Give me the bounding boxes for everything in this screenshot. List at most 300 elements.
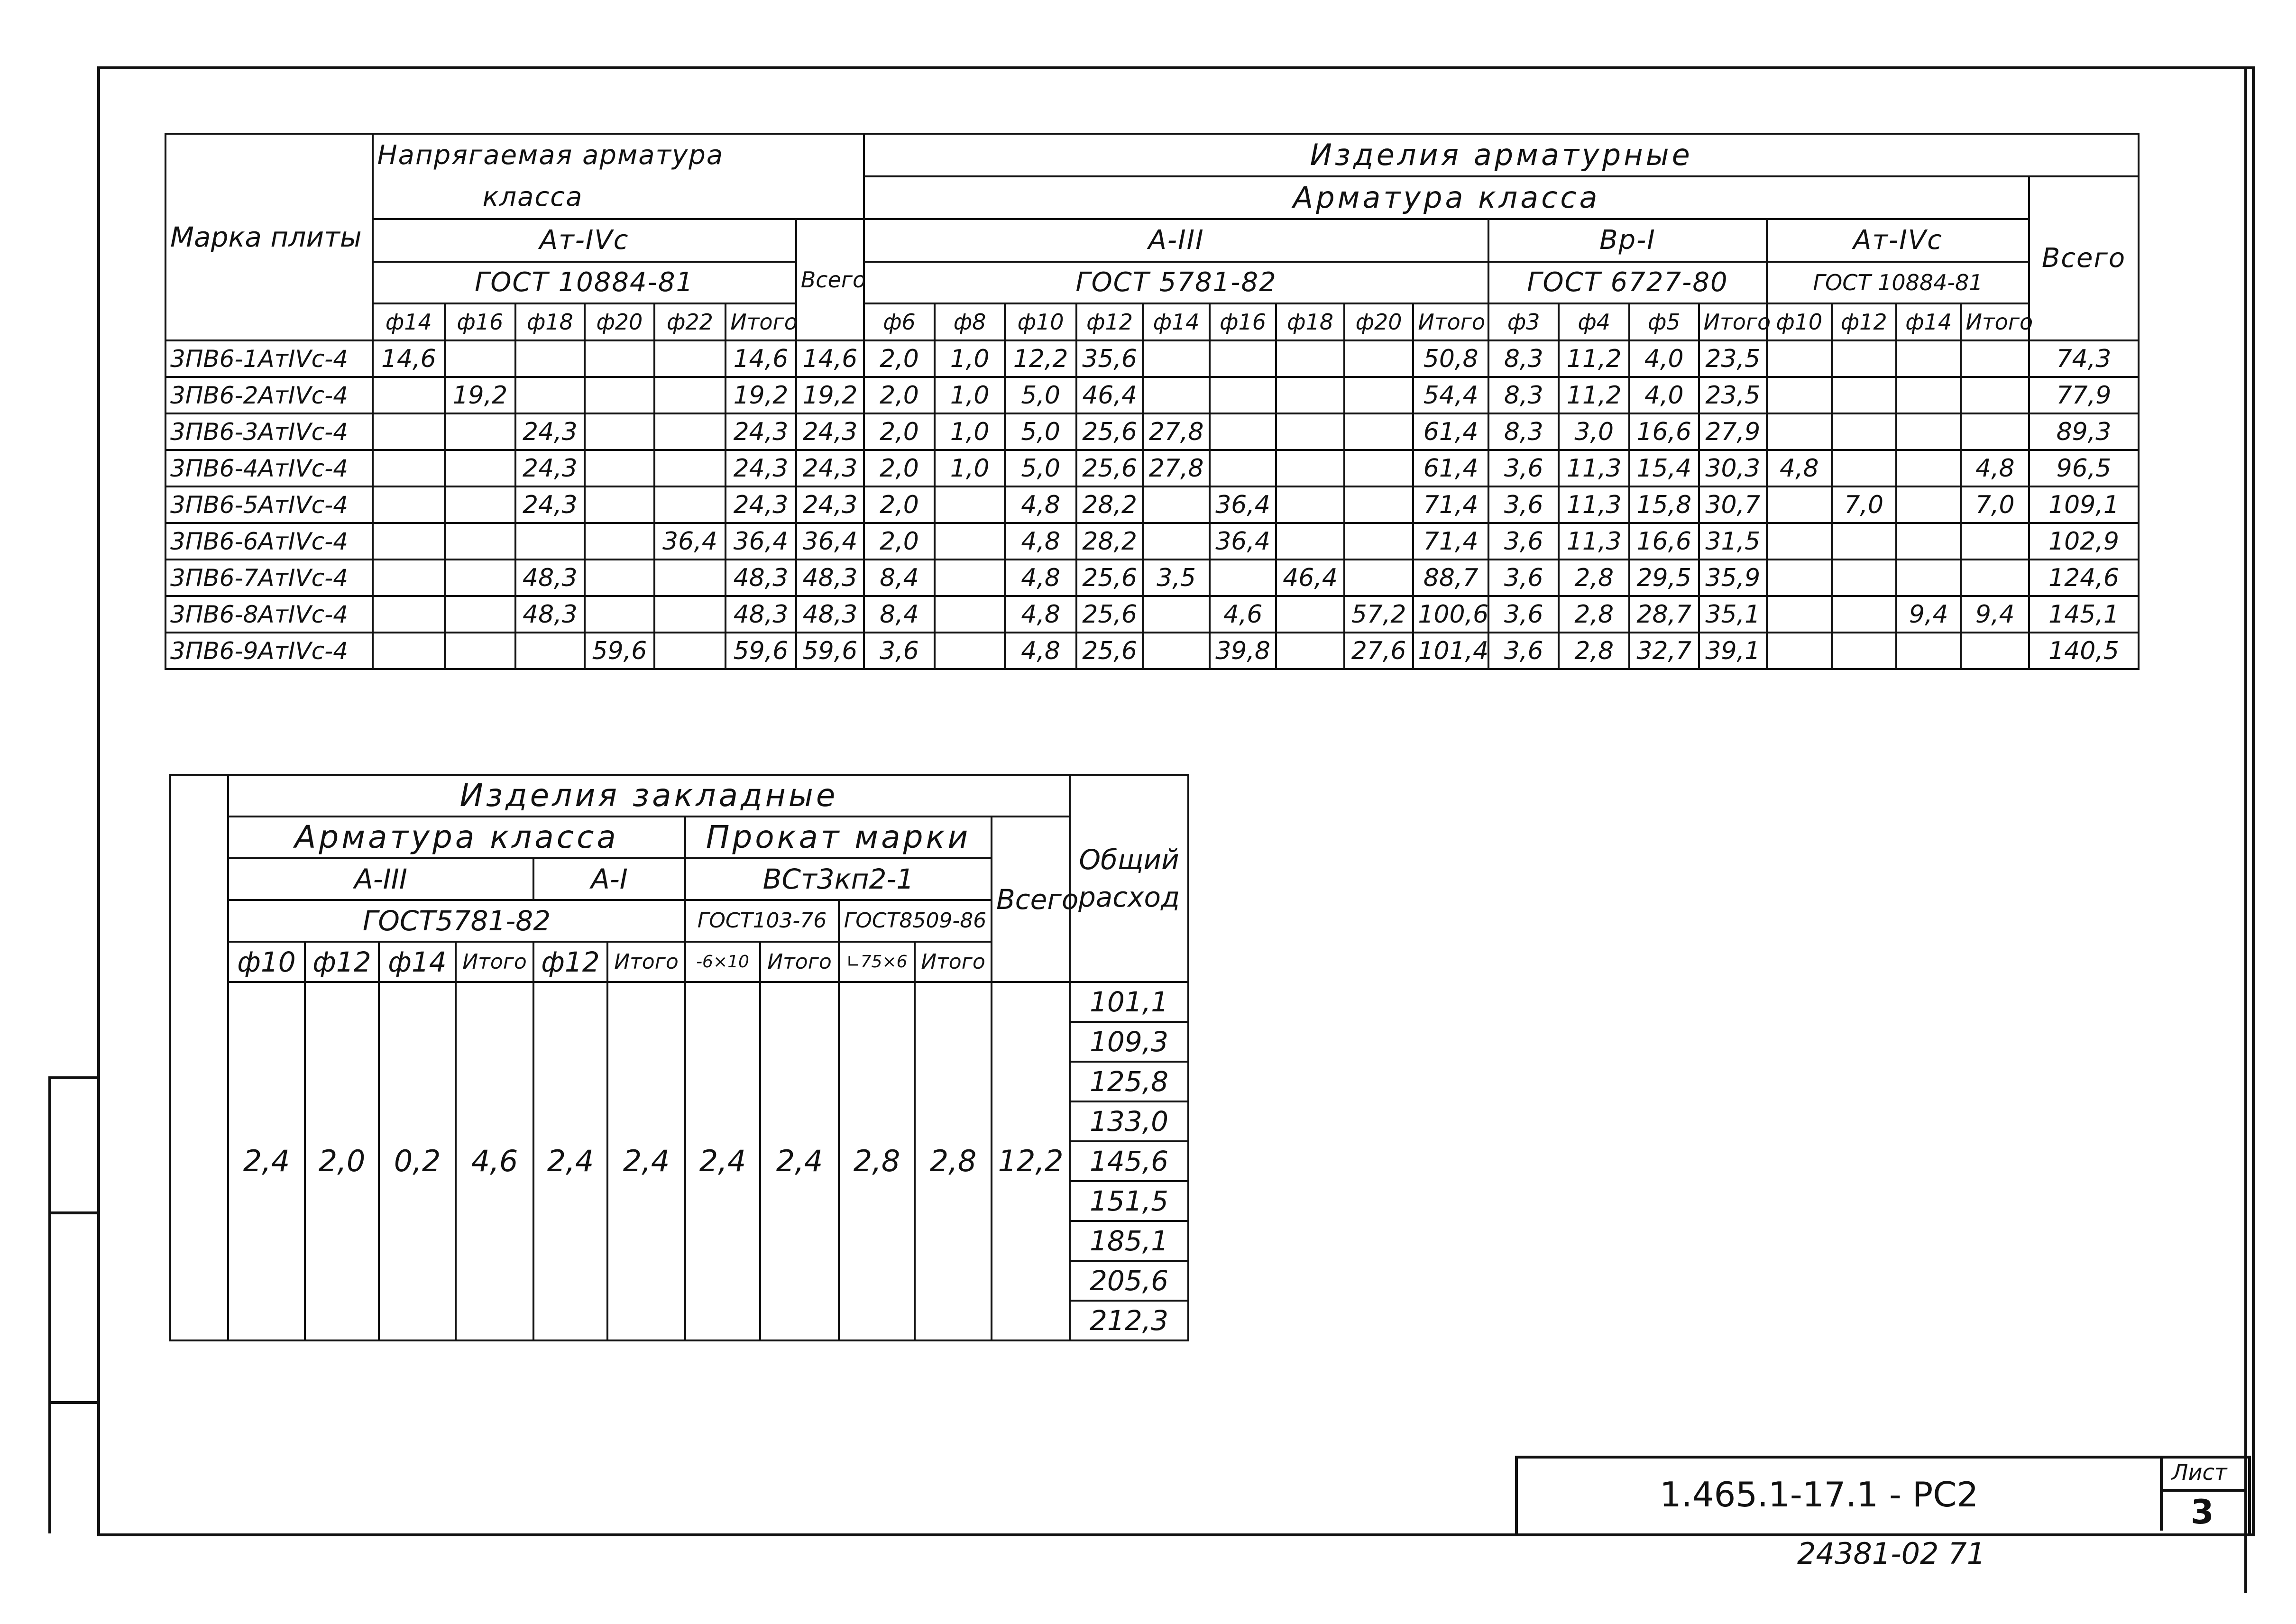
table-cell: 5,0 bbox=[1005, 377, 1076, 413]
table-cell bbox=[515, 340, 585, 377]
table-cell: 24,3 bbox=[726, 450, 796, 486]
row-grand-total: 102,9 bbox=[2029, 523, 2139, 560]
table-cell bbox=[1210, 340, 1277, 377]
table-cell: 14,6 bbox=[373, 340, 445, 377]
table-cell: 27,8 bbox=[1143, 450, 1210, 486]
header-bp1: Вр-I bbox=[1488, 219, 1767, 262]
table-cell bbox=[585, 596, 654, 633]
table-cell bbox=[654, 560, 726, 596]
overall-value: 125,8 bbox=[1071, 1063, 1187, 1102]
table-cell: 3,6 bbox=[1488, 486, 1559, 523]
table-cell bbox=[1344, 377, 1414, 413]
table-cell: 15,4 bbox=[1629, 450, 1699, 486]
table-cell bbox=[935, 633, 1005, 669]
table-cell: 8,3 bbox=[1488, 377, 1559, 413]
value-cell: 2,4 bbox=[607, 982, 685, 1340]
table-row bbox=[165, 596, 2139, 633]
table-cell: 8,3 bbox=[1488, 340, 1559, 377]
row-grand-total: 96,5 bbox=[2029, 450, 2139, 486]
column-header-diameter: ф22 bbox=[654, 303, 726, 340]
table-cell bbox=[585, 450, 654, 486]
table-cell: 100,6 bbox=[1413, 596, 1488, 633]
column-header-diameter: ф12 bbox=[305, 942, 379, 982]
blank-cell bbox=[170, 775, 228, 1340]
table-cell: 4,8 bbox=[1005, 596, 1076, 633]
overall-label-2: расход bbox=[1078, 881, 1180, 913]
table-cell bbox=[1832, 377, 1896, 413]
table-cell bbox=[1210, 560, 1277, 596]
table-cell bbox=[654, 633, 726, 669]
table-cell bbox=[1344, 560, 1414, 596]
table-cell: 3,6 bbox=[1488, 523, 1559, 560]
trim-line-right bbox=[2244, 66, 2247, 1593]
table-cell bbox=[373, 486, 445, 523]
value-cell: 2,4 bbox=[685, 982, 760, 1340]
binding-strip bbox=[48, 1076, 51, 1533]
overall-value: 109,3 bbox=[1071, 1023, 1187, 1063]
column-header-diameter: ф12 bbox=[533, 942, 607, 982]
table-cell bbox=[1767, 523, 1831, 560]
table-cell: 24,3 bbox=[515, 413, 585, 450]
table-cell: 59,6 bbox=[585, 633, 654, 669]
table-cell: 11,3 bbox=[1559, 486, 1629, 523]
row-grand-total: 77,9 bbox=[2029, 377, 2139, 413]
value-cell: 2,4 bbox=[760, 982, 839, 1340]
table-cell: 29,5 bbox=[1629, 560, 1699, 596]
overall-value: 151,5 bbox=[1071, 1182, 1187, 1222]
table-cell: 3,6 bbox=[864, 633, 935, 669]
table-cell bbox=[585, 486, 654, 523]
table-cell bbox=[445, 596, 515, 633]
table-cell: 11,2 bbox=[1559, 377, 1629, 413]
overall-value: 185,1 bbox=[1071, 1222, 1187, 1262]
sheet-number: 3 bbox=[2191, 1493, 2214, 1532]
table-cell bbox=[1143, 633, 1210, 669]
value-cell: 2,0 bbox=[305, 982, 379, 1340]
overall-value: 133,0 bbox=[1071, 1102, 1187, 1142]
table-cell bbox=[1344, 413, 1414, 450]
column-header-diameter: ф4 bbox=[1559, 303, 1629, 340]
column-header-diameter: ф10 bbox=[228, 942, 305, 982]
column-header-subtotal: Итого bbox=[726, 303, 796, 340]
table-cell bbox=[1344, 486, 1414, 523]
table-cell: 35,9 bbox=[1699, 560, 1767, 596]
column-header-diameter: ф18 bbox=[1276, 303, 1344, 340]
column-header-prestressed-total: Всего bbox=[796, 219, 864, 340]
table-cell bbox=[1276, 377, 1344, 413]
table-cell: 101,4 bbox=[1413, 633, 1488, 669]
table-cell: 9,4 bbox=[1896, 596, 1961, 633]
row-mark: 3ПВ6-9АтIVс-4 bbox=[165, 633, 373, 669]
table-cell bbox=[1276, 340, 1344, 377]
table-cell: 48,3 bbox=[515, 596, 585, 633]
table-cell: 46,4 bbox=[1276, 560, 1344, 596]
table-cell bbox=[445, 413, 515, 450]
table-cell: 2,0 bbox=[864, 340, 935, 377]
header-a1: А-I bbox=[533, 858, 685, 900]
table-cell bbox=[1896, 486, 1961, 523]
row-grand-total: 89,3 bbox=[2029, 413, 2139, 450]
table-cell: 4,8 bbox=[1961, 450, 2029, 486]
table-row bbox=[165, 413, 2139, 450]
column-header-diameter: ф20 bbox=[1344, 303, 1414, 340]
table-cell: 32,7 bbox=[1629, 633, 1699, 669]
table-cell bbox=[1143, 523, 1210, 560]
value-cell: 2,8 bbox=[839, 982, 915, 1340]
table-cell bbox=[1767, 596, 1831, 633]
table-cell: 3,0 bbox=[1559, 413, 1629, 450]
table-cell: 28,2 bbox=[1076, 486, 1143, 523]
table-cell: 2,0 bbox=[864, 413, 935, 450]
table-cell bbox=[1896, 377, 1961, 413]
reinforcement-table bbox=[165, 133, 2140, 670]
table-cell bbox=[1832, 560, 1896, 596]
table-cell bbox=[1276, 486, 1344, 523]
column-header-diameter: ф18 bbox=[515, 303, 585, 340]
table-cell: 7,0 bbox=[1832, 486, 1896, 523]
header-embedded-products: Изделия закладные bbox=[228, 775, 1070, 817]
header-gost-5781: ГОСТ5781-82 bbox=[228, 900, 685, 942]
column-header-diameter: ф16 bbox=[445, 303, 515, 340]
table-cell: 39,8 bbox=[1210, 633, 1277, 669]
header-prestressed: Напрягаемая арматура bbox=[373, 134, 864, 176]
archive-number: 24381-02 71 bbox=[1797, 1536, 1986, 1571]
table-cell: 2,8 bbox=[1559, 633, 1629, 669]
row-prestressed-total: 14,6 bbox=[796, 340, 864, 377]
table-cell bbox=[1896, 560, 1961, 596]
column-header-strip: -6×10 bbox=[685, 942, 760, 982]
column-header-diameter: ф12 bbox=[1832, 303, 1896, 340]
table-cell: 1,0 bbox=[935, 340, 1005, 377]
table-cell: 4,0 bbox=[1629, 340, 1699, 377]
table-cell: 25,6 bbox=[1076, 633, 1143, 669]
value-cell: 2,4 bbox=[228, 982, 305, 1340]
table-cell: 24,3 bbox=[515, 450, 585, 486]
header-products: Изделия арматурные bbox=[864, 134, 2139, 176]
table-cell bbox=[515, 377, 585, 413]
embedded-parts-table bbox=[169, 774, 1189, 1341]
column-header-diameter: ф12 bbox=[1076, 303, 1143, 340]
table-cell: 25,6 bbox=[1076, 413, 1143, 450]
table-cell: 57,2 bbox=[1344, 596, 1414, 633]
column-header-subtotal: Итого bbox=[456, 942, 533, 982]
table-cell bbox=[445, 486, 515, 523]
table-cell: 4,8 bbox=[1005, 560, 1076, 596]
table-row bbox=[165, 450, 2139, 486]
value-cell: 2,4 bbox=[533, 982, 607, 1340]
table-cell bbox=[1832, 633, 1896, 669]
table-cell bbox=[935, 596, 1005, 633]
table-cell: 28,7 bbox=[1629, 596, 1699, 633]
table-cell bbox=[1896, 523, 1961, 560]
table-cell: 3,6 bbox=[1488, 560, 1559, 596]
column-header-subtotal: Итого bbox=[1413, 303, 1488, 340]
table-cell: 24,3 bbox=[726, 413, 796, 450]
row-mark: 3ПВ6-5АтIVс-4 bbox=[165, 486, 373, 523]
table-cell bbox=[515, 633, 585, 669]
row-grand-total: 140,5 bbox=[2029, 633, 2139, 669]
table-cell bbox=[1767, 486, 1831, 523]
table-cell: 35,1 bbox=[1699, 596, 1767, 633]
table-cell bbox=[1143, 596, 1210, 633]
table-cell bbox=[1210, 450, 1277, 486]
table-cell: 24,3 bbox=[726, 486, 796, 523]
table-cell: 2,0 bbox=[864, 450, 935, 486]
table-cell: 3,5 bbox=[1143, 560, 1210, 596]
table-cell: 2,0 bbox=[864, 486, 935, 523]
row-grand-total: 109,1 bbox=[2029, 486, 2139, 523]
table-cell bbox=[1961, 413, 2029, 450]
table-cell bbox=[373, 633, 445, 669]
table-cell: 2,0 bbox=[864, 377, 935, 413]
table-cell bbox=[585, 377, 654, 413]
overall-value: 145,6 bbox=[1071, 1142, 1187, 1182]
table-cell bbox=[515, 523, 585, 560]
table-cell: 23,5 bbox=[1699, 340, 1767, 377]
row-mark: 3ПВ6-8АтIVс-4 bbox=[165, 596, 373, 633]
table-cell: 48,3 bbox=[726, 596, 796, 633]
table-cell: 59,6 bbox=[726, 633, 796, 669]
column-header-subtotal: Итого bbox=[607, 942, 685, 982]
title-block-divider bbox=[2160, 1489, 2245, 1492]
binding-strip-line bbox=[48, 1076, 99, 1079]
table-cell bbox=[373, 413, 445, 450]
header-steel-grade: ВСт3кп2-1 bbox=[685, 858, 992, 900]
column-header-diameter: ф5 bbox=[1629, 303, 1699, 340]
column-header-angle: ∟75×6 bbox=[839, 942, 915, 982]
column-header-total: Всего bbox=[992, 817, 1070, 982]
table-row bbox=[165, 340, 2139, 377]
table-cell bbox=[585, 413, 654, 450]
column-header-mark: Марка плиты bbox=[165, 134, 373, 340]
table-cell bbox=[1832, 450, 1896, 486]
value-cell: 2,8 bbox=[915, 982, 992, 1340]
row-prestressed-total: 24,3 bbox=[796, 450, 864, 486]
table-cell: 25,6 bbox=[1076, 596, 1143, 633]
table-cell: 8,4 bbox=[864, 560, 935, 596]
table-cell bbox=[445, 523, 515, 560]
overall-value: 212,3 bbox=[1090, 1304, 1169, 1337]
table-cell bbox=[373, 523, 445, 560]
header-a3: А-III bbox=[228, 858, 533, 900]
table-cell bbox=[445, 450, 515, 486]
table-cell bbox=[1896, 413, 1961, 450]
table-cell: 31,5 bbox=[1699, 523, 1767, 560]
column-header-diameter: ф10 bbox=[1005, 303, 1076, 340]
value-cell: 4,6 bbox=[456, 982, 533, 1340]
row-mark: 3ПВ6-6АтIVс-4 bbox=[165, 523, 373, 560]
overall-value: 205,6 bbox=[1071, 1262, 1187, 1302]
table-cell bbox=[373, 560, 445, 596]
table-cell bbox=[1832, 413, 1896, 450]
table-cell bbox=[1961, 377, 2029, 413]
table-cell bbox=[1896, 340, 1961, 377]
table-cell: 7,0 bbox=[1961, 486, 2029, 523]
table-cell bbox=[935, 486, 1005, 523]
table-cell bbox=[585, 560, 654, 596]
table-cell: 12,2 bbox=[1005, 340, 1076, 377]
table-cell: 11,3 bbox=[1559, 450, 1629, 486]
table-cell: 35,6 bbox=[1076, 340, 1143, 377]
table-cell bbox=[1143, 377, 1210, 413]
table-cell bbox=[1832, 523, 1896, 560]
table-cell bbox=[1832, 340, 1896, 377]
column-header-diameter: ф20 bbox=[585, 303, 654, 340]
table-cell bbox=[1767, 633, 1831, 669]
table-cell: 71,4 bbox=[1413, 486, 1488, 523]
table-cell: 24,3 bbox=[515, 486, 585, 523]
table-cell bbox=[1961, 340, 2029, 377]
table-cell bbox=[585, 523, 654, 560]
header-a3: А-III bbox=[864, 219, 1488, 262]
column-header-subtotal: Итого bbox=[915, 942, 992, 982]
table-cell bbox=[935, 560, 1005, 596]
table-cell bbox=[445, 633, 515, 669]
table-cell bbox=[373, 596, 445, 633]
header-rolled-steel: Прокат марки bbox=[685, 817, 992, 858]
table-cell: 71,4 bbox=[1413, 523, 1488, 560]
table-cell: 5,0 bbox=[1005, 413, 1076, 450]
header-gost-5781: ГОСТ 5781-82 bbox=[864, 262, 1488, 303]
table-cell bbox=[654, 596, 726, 633]
column-header-diameter: ф14 bbox=[379, 942, 456, 982]
row-mark: 3ПВ6-4АтIVс-4 bbox=[165, 450, 373, 486]
table-cell: 4,0 bbox=[1629, 377, 1699, 413]
table-cell: 28,2 bbox=[1076, 523, 1143, 560]
table-cell: 1,0 bbox=[935, 413, 1005, 450]
row-prestressed-total: 48,3 bbox=[796, 596, 864, 633]
table-cell: 3,6 bbox=[1488, 450, 1559, 486]
header-prestressed-class-word: класса bbox=[373, 176, 864, 219]
table-cell bbox=[1143, 340, 1210, 377]
overall-values-list bbox=[1071, 983, 1187, 1340]
title-block-divider bbox=[2160, 1456, 2163, 1531]
table-cell bbox=[1210, 413, 1277, 450]
table-cell bbox=[654, 413, 726, 450]
table-cell bbox=[1896, 633, 1961, 669]
column-header-diameter: ф8 bbox=[935, 303, 1005, 340]
table-cell: 16,6 bbox=[1629, 413, 1699, 450]
row-mark: 3ПВ6-2АтIVс-4 bbox=[165, 377, 373, 413]
value-cell: 0,2 bbox=[379, 982, 456, 1340]
column-header-diameter: ф3 bbox=[1488, 303, 1559, 340]
table-cell: 4,8 bbox=[1005, 523, 1076, 560]
table-cell: 3,6 bbox=[1488, 596, 1559, 633]
table-cell bbox=[1344, 340, 1414, 377]
column-header-diameter: ф14 bbox=[1896, 303, 1961, 340]
row-prestressed-total: 24,3 bbox=[796, 413, 864, 450]
table-cell: 2,8 bbox=[1559, 560, 1629, 596]
column-header-diameter: ф16 bbox=[1210, 303, 1277, 340]
table-cell: 2,8 bbox=[1559, 596, 1629, 633]
overall-label-1: Общий bbox=[1079, 844, 1179, 876]
table-cell bbox=[935, 523, 1005, 560]
table-cell: 46,4 bbox=[1076, 377, 1143, 413]
column-header-diameter: ф10 bbox=[1767, 303, 1831, 340]
table-cell: 2,0 bbox=[864, 523, 935, 560]
table-cell: 14,6 bbox=[726, 340, 796, 377]
table-cell: 19,2 bbox=[726, 377, 796, 413]
table-cell: 8,4 bbox=[864, 596, 935, 633]
table-row bbox=[165, 377, 2139, 413]
column-header-subtotal: Итого bbox=[760, 942, 839, 982]
table-cell: 16,6 bbox=[1629, 523, 1699, 560]
table-cell bbox=[1767, 377, 1831, 413]
row-grand-total: 145,1 bbox=[2029, 596, 2139, 633]
table-cell: 54,4 bbox=[1413, 377, 1488, 413]
header-gost-6727: ГОСТ 6727-80 bbox=[1488, 262, 1767, 303]
table-cell bbox=[654, 377, 726, 413]
row-mark: 3ПВ6-3АтIVс-4 bbox=[165, 413, 373, 450]
table-cell: 1,0 bbox=[935, 450, 1005, 486]
table-cell bbox=[1276, 523, 1344, 560]
table-cell bbox=[373, 377, 445, 413]
column-header-diameter: ф14 bbox=[1143, 303, 1210, 340]
header-rebar-class: Арматура класса bbox=[228, 817, 685, 858]
column-header-diameter: ф14 bbox=[373, 303, 445, 340]
table-cell: 30,7 bbox=[1699, 486, 1767, 523]
row-prestressed-total: 19,2 bbox=[796, 377, 864, 413]
table-cell bbox=[1344, 450, 1414, 486]
column-header-diameter: ф6 bbox=[864, 303, 935, 340]
table-cell: 11,2 bbox=[1559, 340, 1629, 377]
table-cell: 36,4 bbox=[1210, 523, 1277, 560]
table-cell bbox=[445, 560, 515, 596]
row-grand-total: 74,3 bbox=[2029, 340, 2139, 377]
header-gost-10884-at: ГОСТ 10884-81 bbox=[1767, 262, 2029, 303]
header-at4c: Ат-IVc bbox=[1767, 219, 2029, 262]
binding-strip-line bbox=[48, 1211, 99, 1214]
table-cell bbox=[1276, 450, 1344, 486]
table-cell: 36,4 bbox=[1210, 486, 1277, 523]
table-cell bbox=[1961, 560, 2029, 596]
table-cell: 4,6 bbox=[1210, 596, 1277, 633]
total-value-cell: 12,2 bbox=[992, 982, 1070, 1340]
row-prestressed-total: 24,3 bbox=[796, 486, 864, 523]
row-mark: 3ПВ6-7АтIVс-4 bbox=[165, 560, 373, 596]
table-cell: 39,1 bbox=[1699, 633, 1767, 669]
table-cell bbox=[1276, 596, 1344, 633]
table-cell: 27,9 bbox=[1699, 413, 1767, 450]
table-cell: 50,8 bbox=[1413, 340, 1488, 377]
table-row bbox=[165, 560, 2139, 596]
table-cell bbox=[1767, 340, 1831, 377]
header-rebar-class: Арматура класса bbox=[864, 176, 2029, 219]
table-row bbox=[165, 633, 2139, 669]
table-cell: 3,6 bbox=[1488, 633, 1559, 669]
table-cell: 5,0 bbox=[1005, 450, 1076, 486]
table-cell bbox=[1767, 560, 1831, 596]
table-cell bbox=[1344, 523, 1414, 560]
row-prestressed-total: 48,3 bbox=[796, 560, 864, 596]
table-cell: 48,3 bbox=[515, 560, 585, 596]
table-row bbox=[165, 486, 2139, 523]
table-cell: 48,3 bbox=[726, 560, 796, 596]
row-prestressed-total: 36,4 bbox=[796, 523, 864, 560]
table-cell: 30,3 bbox=[1699, 450, 1767, 486]
column-header-subtotal: Итого bbox=[1961, 303, 2029, 340]
table-cell bbox=[373, 450, 445, 486]
table-cell bbox=[1896, 450, 1961, 486]
column-header-subtotal: Итого bbox=[1699, 303, 1767, 340]
column-header-overall bbox=[1070, 775, 1188, 982]
table-cell: 4,8 bbox=[1767, 450, 1831, 486]
table-cell: 11,3 bbox=[1559, 523, 1629, 560]
table-cell bbox=[1210, 377, 1277, 413]
table-cell: 1,0 bbox=[935, 377, 1005, 413]
table-cell bbox=[654, 450, 726, 486]
table-cell bbox=[1767, 413, 1831, 450]
